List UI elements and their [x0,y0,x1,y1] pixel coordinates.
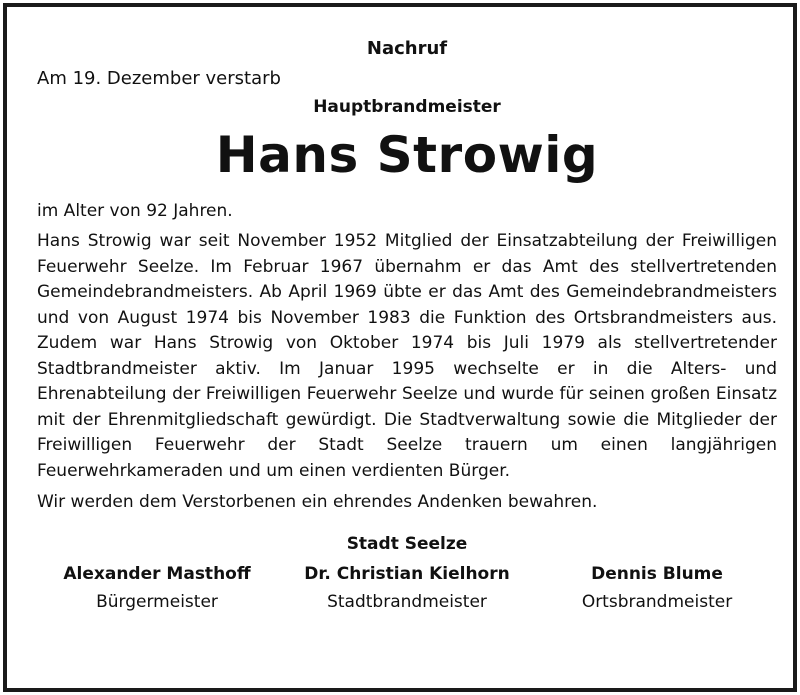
closing-line: Wir werden dem Verstorbenen ein ehrendes Andenken bewahren. [37,492,598,512]
biography-paragraph: Hans Strowig war seit November 1952 Mitglied der Einsatzabteilung der Freiwilligen Feuerwehr Seelze. Im Februar 1967 übernahm er das Amt des stellvertretenden Gemeindebrandmeisters. Ab April 1969 übte er das Amt des Gemeindebrandmeisters und von August 1974 bis November 1983 die Funktion des Ortsbrandmeisters aus. Zudem war Hans Strowig von Oktober 1974 bis Juli 1979 als stellvertretender Stadtbrandmeister aktiv. Im Januar 1995 wechselte er in die Alters- und Ehrenabteilung der Freiwilligen Feuerwehr Seelze und wurde für seinen großen Einsatz mit der Ehrenmitgliedschaft gewürdigt. Die Stadtverwaltung sowie die Mitglieder der Freiwilligen Feuerwehr der Stadt Seelze trauern um einen langjährigen Feuerwehrkameraden und um einen verdienten Bürger. [37,231,777,481]
signatory-city-fire-chief [287,562,527,614]
notice-frame [3,3,797,692]
signatory-name: Dennis Blume [591,564,723,584]
age-line: im Alter von 92 Jahren. [37,201,233,221]
organization-name: Stadt Seelze [346,534,468,554]
signatory-role: Ortsbrandmeister [581,592,733,612]
signatory-local-fire-chief [537,562,777,614]
signatory-role: Bürgermeister [96,592,218,612]
signatory-name: Dr. Christian Kielhorn [304,564,510,584]
signatory-name: Alexander Masthoff [63,564,251,584]
signatory-role: Stadtbrandmeister [327,592,487,612]
signatory-mayor [37,562,277,614]
notice-content [37,37,777,614]
notice-heading: Nachruf [366,38,448,59]
deceased-name: Hans Strowig [215,126,599,184]
intro-line: Am 19. Dezember verstarb [37,68,281,89]
signatories [37,562,777,614]
rank-title: Hauptbrandmeister [313,97,501,117]
